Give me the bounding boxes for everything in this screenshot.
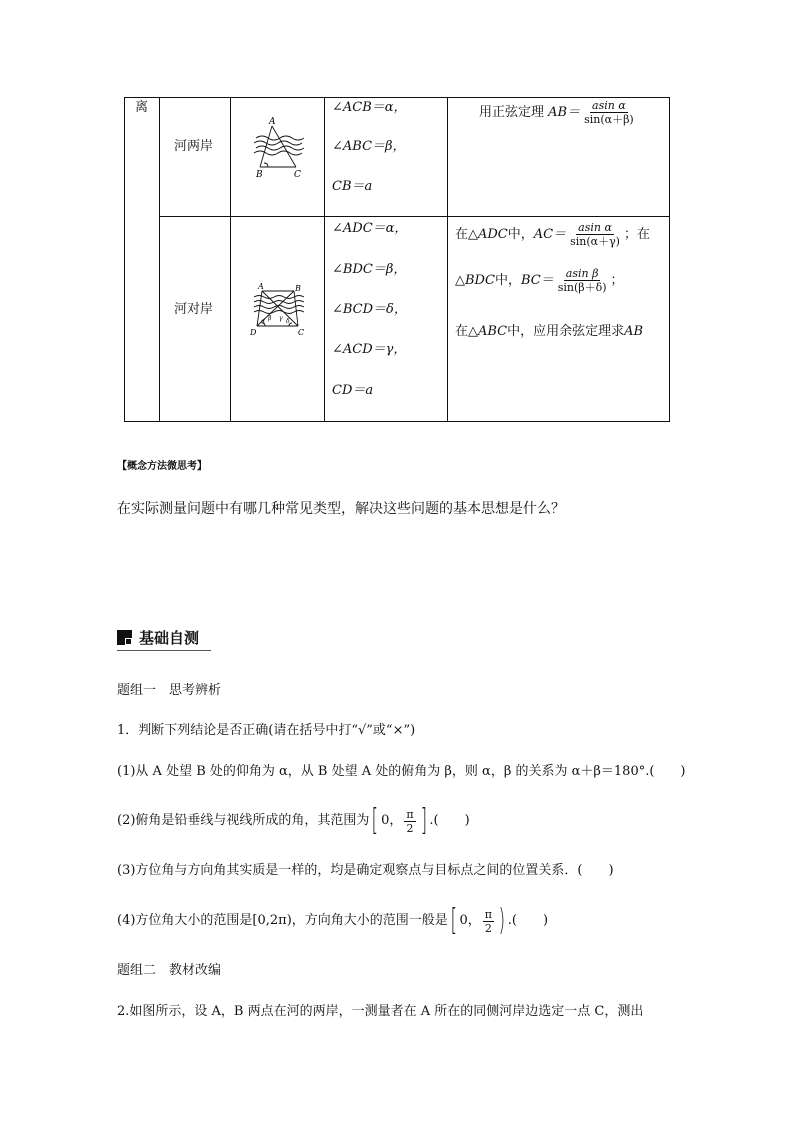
row2-method-line3: [455, 324, 643, 340]
m1-fraction-numerator: asin α: [578, 221, 612, 234]
row1-method-lhs: AB＝: [548, 105, 581, 120]
left-bracket: [: [450, 903, 457, 938]
fig2-label-d: D: [250, 328, 257, 337]
m2-triangle: BDC: [465, 273, 495, 288]
statement-3: (3)方位角与方向角其实质是一样的，均是确定观察点与目标点之间的位置关系．( ): [117, 863, 614, 878]
m1-lhs: AC＝: [533, 227, 567, 242]
row2-condition-1: ∠ADC＝α，: [332, 221, 408, 236]
s4-two: 2: [484, 921, 492, 935]
row1-fraction: [582, 99, 636, 126]
fig2-label-a: A: [258, 282, 264, 291]
section-title: 基础自测: [139, 629, 200, 647]
m2-suffix: ；: [610, 273, 624, 288]
fig1-label-a: A: [269, 117, 276, 127]
row1-fraction-numerator: asin α: [592, 99, 626, 112]
statement-2-fraction: [404, 808, 415, 835]
section-square-icon: [117, 630, 133, 646]
table-grid: [0, 0, 794, 430]
statement-1: (1)从 A 处望 B 处的仰角为 α，从 B 处望 A 处的俯角为 β，则 α，β 的关系为 α＋β＝180°.( ): [117, 764, 686, 779]
fig2-label-gamma: γ: [279, 315, 283, 322]
m1-triangle: ADC: [478, 227, 508, 242]
row1-condition-3: CB＝a: [332, 179, 373, 194]
right-paren: ): [498, 903, 506, 938]
think-heading: 【概念方法微思考】: [117, 461, 207, 472]
fig1-label-c: C: [294, 170, 301, 180]
m2-mid: 中，: [494, 273, 521, 288]
m1-mid: 中，: [507, 227, 534, 242]
row1-fraction-denominator: sin(α＋β): [584, 113, 634, 126]
m2-lhs: BC＝: [520, 273, 554, 288]
row2-condition-3: ∠BCD＝δ，: [332, 302, 407, 317]
m3-end: AB: [624, 324, 644, 339]
row2-condition-2: ∠BDC＝β，: [332, 262, 407, 277]
fig2-label-alpha: α: [261, 318, 266, 325]
statement-2-text: (2)俯角是铅垂线与视线所成的角，其范围为: [117, 813, 370, 828]
m1-fraction-denominator: sin(α＋γ): [570, 235, 620, 248]
m1-fraction: [568, 221, 622, 248]
statement-2: [117, 804, 470, 838]
row2-condition-5: CD＝a: [332, 383, 374, 398]
m1-suffix: ；在: [623, 227, 650, 242]
row1-label: 河两岸: [174, 139, 214, 154]
fig1-label-b: B: [256, 170, 263, 180]
statement-4-fraction: [483, 908, 494, 935]
m3-prefix: 在△: [455, 324, 478, 339]
group2-title: 题组二 教材改编: [117, 963, 222, 978]
river-opposite-side-figure: [248, 280, 310, 340]
group1-title: 题组一 思考辨析: [117, 683, 222, 698]
think-question: 在实际测量问题中有哪几种常见类型，解决这些问题的基本思想是什么？: [117, 501, 565, 517]
row1-condition-2: ∠ABC＝β，: [332, 139, 406, 154]
category-cell: 离: [135, 100, 149, 115]
left-bracket: [: [372, 803, 379, 838]
m2-prefix: △: [455, 273, 465, 288]
row1-method: [479, 99, 638, 126]
right-bracket: ]: [420, 803, 427, 838]
row2-condition-4: ∠ACD＝γ，: [332, 342, 407, 357]
fig2-label-beta: β: [268, 315, 272, 322]
m2-fraction-numerator: asin β: [565, 267, 599, 280]
statement-4: [117, 904, 548, 938]
statement-4-zero: 0，: [459, 913, 481, 928]
row2-label: 河对岸: [174, 302, 214, 317]
statement-4-text: (4)方位角大小的范围是[0,2π)，方向角大小的范围一般是: [117, 913, 448, 928]
s2-two: 2: [406, 821, 414, 835]
s2-pi: π: [406, 807, 414, 821]
statement-2-end: .( ): [429, 813, 470, 828]
m2-fraction-denominator: sin(β＋δ): [557, 281, 607, 294]
fig2-label-c: C: [298, 328, 305, 337]
row2-method-line2: [455, 267, 624, 294]
row1-condition-1: ∠ACB＝α，: [332, 100, 407, 115]
river-both-sides-figure: [246, 112, 310, 182]
m1-prefix: 在△: [455, 227, 478, 242]
s4-pi: π: [484, 907, 493, 921]
fig2-label-delta: δ: [286, 318, 290, 325]
section-header: [117, 628, 211, 651]
m3-triangle: ABC: [478, 324, 508, 339]
m3-mid: 中，应用余弦定理求: [507, 324, 625, 339]
fig2-label-b: B: [295, 284, 301, 293]
question-1: 1．判断下列结论是否正确(请在括号中打“√”或“×”): [117, 723, 416, 738]
statement-4-end: .( ): [507, 913, 549, 928]
question-2: 2.如图所示，设 A，B 两点在河的两岸，一测量者在 A 所在的同侧河岸边选定一点 C，测出: [117, 1004, 644, 1019]
m2-fraction: [556, 267, 609, 294]
statement-2-zero: 0，: [381, 813, 403, 828]
row1-method-prefix: 用正弦定理: [479, 105, 545, 120]
row2-method-line1: [455, 221, 650, 248]
